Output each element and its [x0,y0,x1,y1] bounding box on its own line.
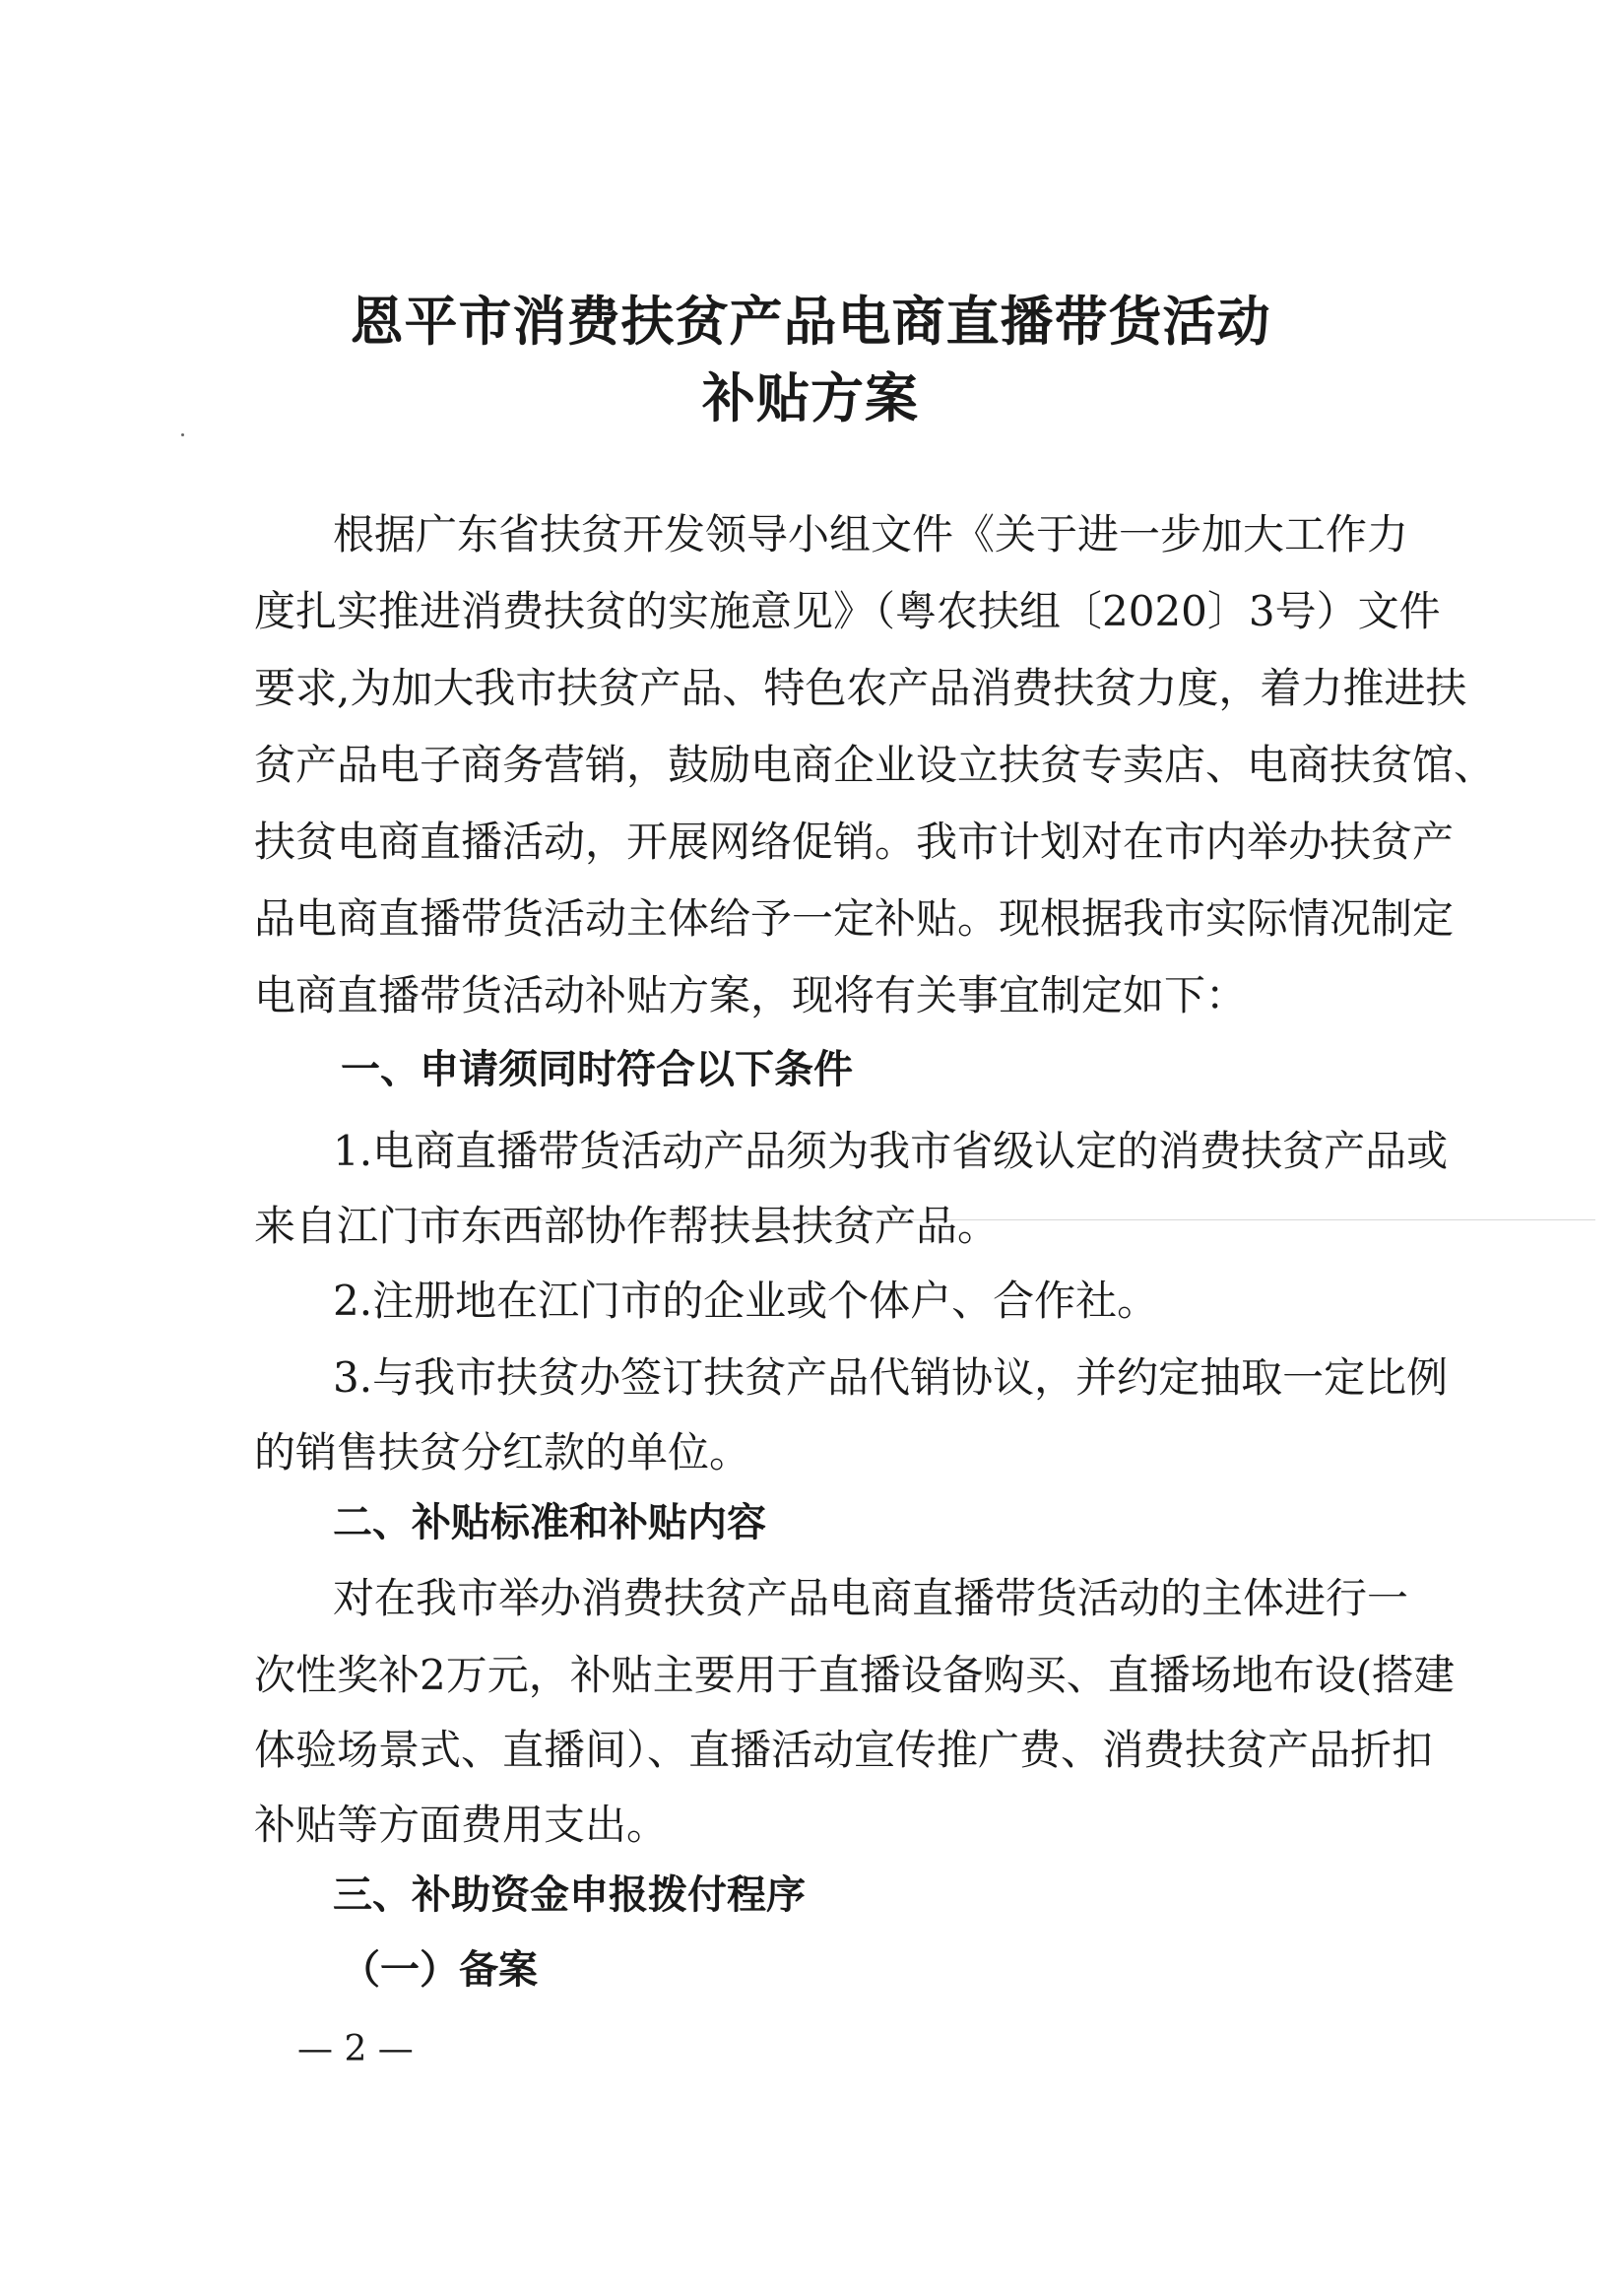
intro-line-6: 品电商直播带货活动主体给予一定补贴。现根据我市实际情况制定 [254,894,1455,943]
section-2-heading: 二、补贴标准和补贴内容 [333,1500,766,1545]
intro-line-2: 度扎实推进消费扶贫的实施意见》（粤农扶组〔2020〕3号）文件 [254,587,1441,635]
section-2-line-4: 补贴等方面费用支出。 [254,1801,669,1849]
intro-line-7: 电商直播带货活动补贴方案，现将有关事宜制定如下： [254,971,1248,1019]
section-1-item-1: 1.电商直播带货活动产品须为我市省级认定的消费扶贫产品或 [333,1127,1449,1175]
section-2-line-3: 体验场景式、直播间）、直播活动宣传推广费、消费扶贫产品折扣 [254,1726,1434,1774]
document-title-line-2: 补贴方案 [702,367,919,429]
scan-artifact-dot [181,433,184,436]
section-1-item-1-cont: 来自江门市东西部协作帮扶县扶贫产品。 [254,1202,1000,1250]
section-2-line-1: 对在我市举办消费扶贫产品电商直播带货活动的主体进行一 [333,1574,1409,1622]
section-1-heading: 一、申请须同时符合以下条件 [341,1047,853,1092]
section-1-item-3-cont: 的销售扶贫分红款的单位。 [254,1428,751,1476]
section-1-item-3: 3.与我市扶贫办签订扶贫产品代销协议，并约定抽取一定比例 [333,1353,1449,1402]
intro-line-1: 根据广东省扶贫开发领导小组文件《关于进一步加大工作力 [333,510,1409,558]
intro-line-3: 要求,为加大我市扶贫产品、特色农产品消费扶贫力度，着力推进扶 [254,664,1467,712]
section-2-line-2: 次性奖补2万元，补贴主要用于直播设备购买、直播场地布设(搭建 [254,1651,1456,1699]
intro-line-5: 扶贫电商直播活动，开展网络促销。我市计划对在市内举办扶贫产 [254,818,1455,866]
section-3-heading: 三、补助资金申报拨付程序 [333,1872,806,1918]
document-title-line-1: 恩平市消费扶贫产品电商直播带货活动 [350,291,1271,353]
page-number: — 2 — [297,2029,414,2069]
section-3-subheading: （一）备案 [341,1947,538,1993]
intro-line-4: 贫产品电子商务营销，鼓励电商企业设立扶贫专卖店、电商扶贫馆、 [254,741,1496,789]
section-1-item-2: 2.注册地在江门市的企业或个体户、合作社。 [333,1277,1159,1325]
